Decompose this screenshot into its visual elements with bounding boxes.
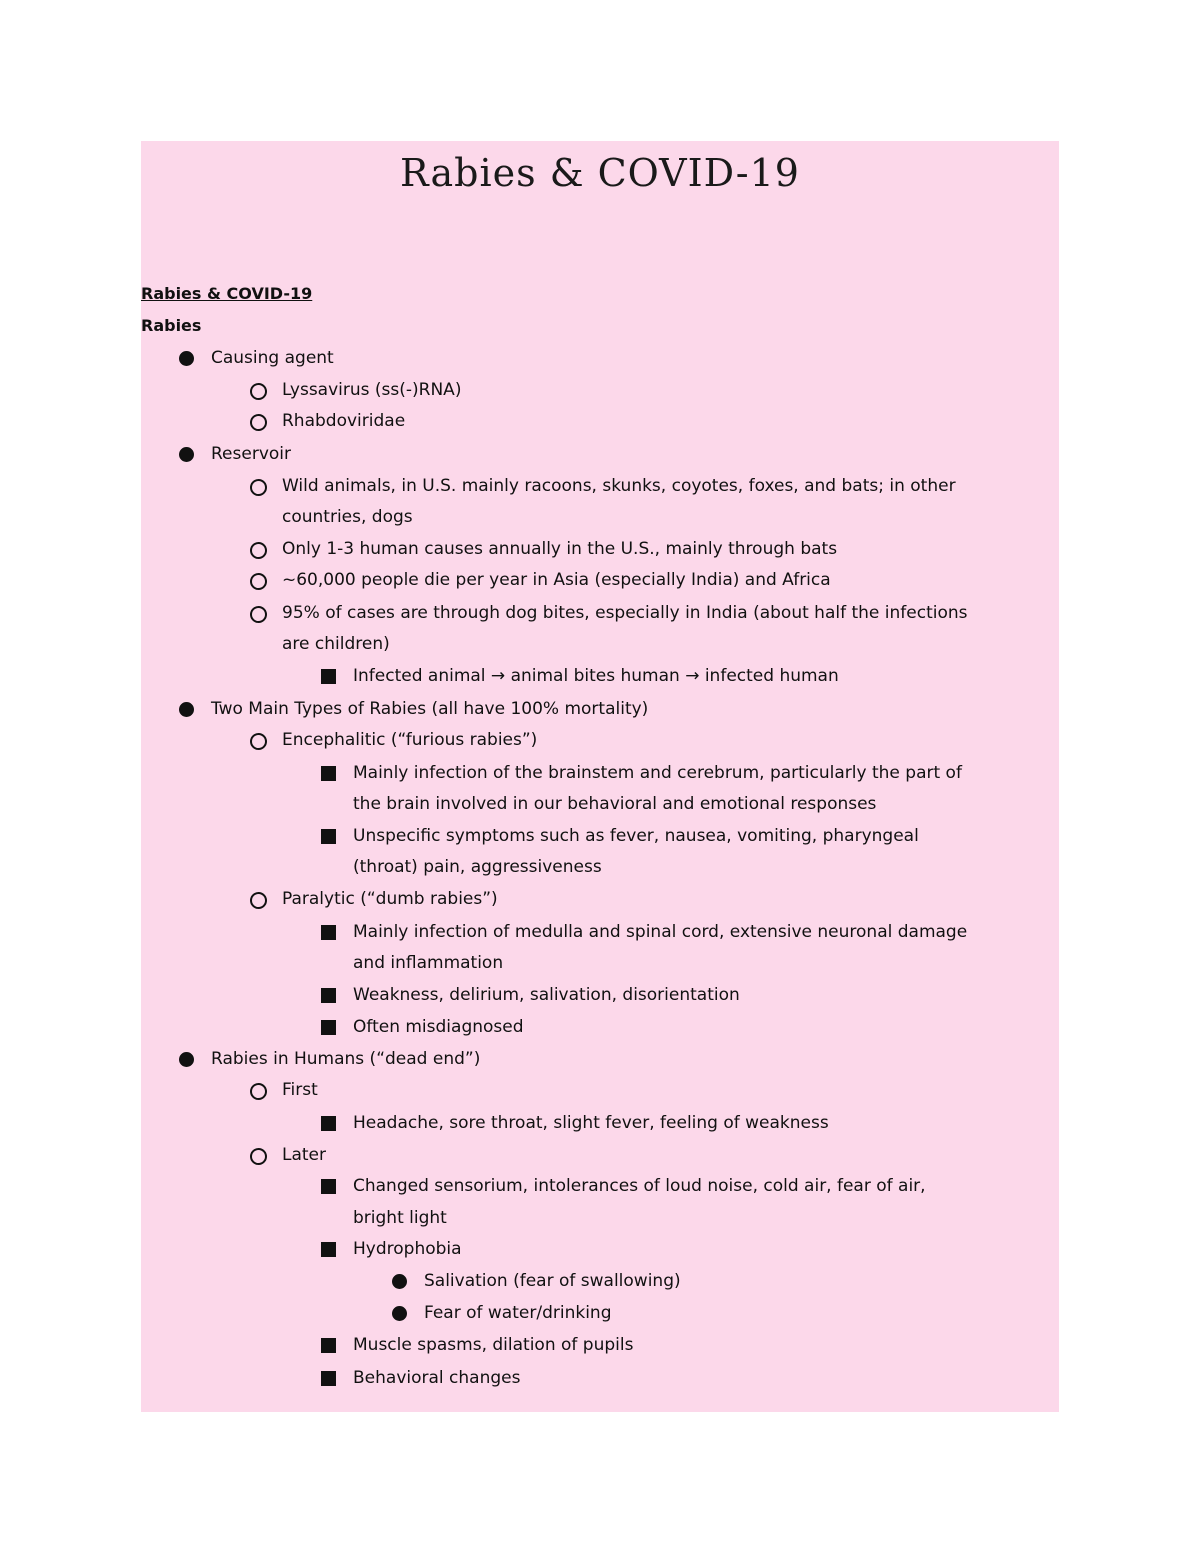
list-item-continuation: countries, dogs [282, 507, 413, 527]
list-item: Only 1-3 human causes annually in the U.S., mainly through bats [282, 539, 838, 559]
bullet-square-icon [321, 829, 336, 844]
bullet-disc-icon [179, 702, 194, 717]
bullet-circle-icon [250, 606, 267, 623]
bullet-square-icon [321, 1116, 336, 1131]
bullet-square-icon [321, 1179, 336, 1194]
list-item: Reservoir [211, 444, 291, 464]
bullet-circle-icon [250, 892, 267, 909]
bullet-square-icon [321, 1020, 336, 1035]
list-item: Paralytic (“dumb rabies”) [282, 889, 498, 909]
bullet-square-icon [321, 1338, 336, 1353]
list-item: Causing agent [211, 348, 334, 368]
list-item: Salivation (fear of swallowing) [424, 1271, 681, 1291]
bullet-square-icon [321, 925, 336, 940]
bullet-circle-icon [250, 383, 267, 400]
list-item: Headache, sore throat, slight fever, feeling of weakness [353, 1113, 829, 1133]
bullet-circle-icon [250, 479, 267, 496]
list-item: Infected animal → animal bites human → infected human [353, 666, 839, 686]
list-item-continuation: the brain involved in our behavioral and emotional responses [353, 794, 877, 814]
bullet-square-icon [321, 669, 336, 684]
list-item: Later [282, 1145, 327, 1165]
bullet-circle-icon [250, 1148, 267, 1165]
section-heading: Rabies & COVID-19 [141, 284, 313, 303]
bullet-disc-icon [392, 1306, 407, 1321]
list-item: Rhabdoviridae [282, 411, 406, 431]
bullet-circle-icon [250, 573, 267, 590]
bullet-disc-icon [179, 1052, 194, 1067]
page-title: Rabies & COVID-19 [400, 151, 800, 195]
list-item-continuation: (throat) pain, aggressiveness [353, 857, 602, 877]
bullet-circle-icon [250, 414, 267, 431]
list-item: Behavioral changes [353, 1368, 521, 1388]
list-item: 95% of cases are through dog bites, especially in India (about half the infections [282, 603, 968, 623]
list-item: Fear of water/drinking [424, 1303, 612, 1323]
bullet-square-icon [321, 1242, 336, 1257]
list-item: Encephalitic (“furious rabies”) [282, 730, 538, 750]
list-item-continuation: and inflammation [353, 953, 504, 973]
list-item: Often misdiagnosed [353, 1017, 524, 1037]
list-item: Muscle spasms, dilation of pupils [353, 1335, 634, 1355]
list-item: Lyssavirus (ss(-)RNA) [282, 380, 462, 400]
section-subheading: Rabies [141, 316, 202, 335]
list-item: Mainly infection of the brainstem and cerebrum, particularly the part of [353, 763, 962, 783]
list-item: Hydrophobia [353, 1239, 462, 1259]
list-item: Weakness, delirium, salivation, disorientation [353, 985, 740, 1005]
bullet-circle-icon [250, 1083, 267, 1100]
list-item: ~60,000 people die per year in Asia (especially India) and Africa [282, 570, 831, 590]
bullet-square-icon [321, 1371, 336, 1386]
list-item: Mainly infection of medulla and spinal cord, extensive neuronal damage [353, 922, 968, 942]
list-item: Changed sensorium, intolerances of loud noise, cold air, fear of air, [353, 1176, 926, 1196]
bullet-circle-icon [250, 733, 267, 750]
note-page [141, 141, 1059, 1412]
list-item: Rabies in Humans (“dead end”) [211, 1049, 481, 1069]
bullet-disc-icon [179, 447, 194, 462]
list-item: Wild animals, in U.S. mainly racoons, skunks, coyotes, foxes, and bats; in other [282, 476, 956, 496]
bullet-square-icon [321, 766, 336, 781]
bullet-circle-icon [250, 542, 267, 559]
bullet-disc-icon [179, 351, 194, 366]
list-item: Unspecific symptoms such as fever, nausea, vomiting, pharyngeal [353, 826, 919, 846]
list-item-continuation: bright light [353, 1208, 447, 1228]
list-item: First [282, 1080, 318, 1100]
list-item: Two Main Types of Rabies (all have 100% mortality) [211, 699, 649, 719]
bullet-disc-icon [392, 1274, 407, 1289]
bullet-square-icon [321, 988, 336, 1003]
list-item-continuation: are children) [282, 634, 390, 654]
